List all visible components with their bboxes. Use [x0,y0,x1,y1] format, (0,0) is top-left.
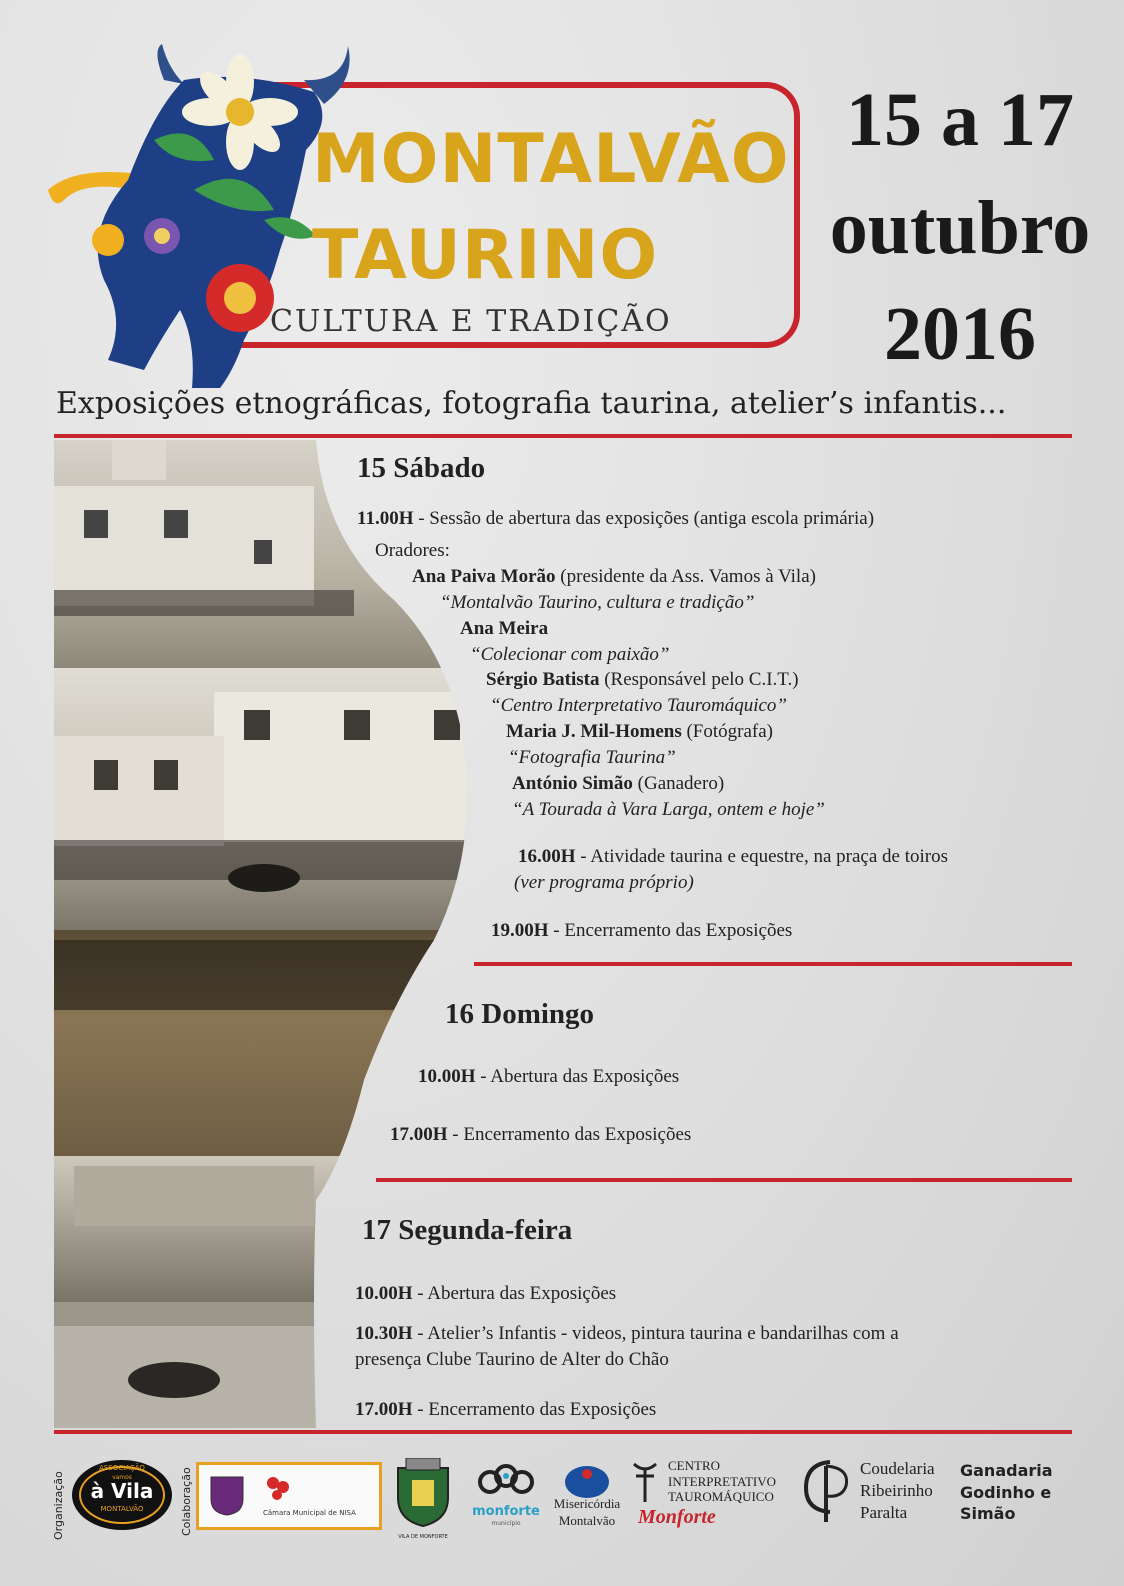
vamos-a-vila-logo [70,1458,174,1532]
organization-label: Organização [52,1471,65,1540]
logo-main-text: à Vila [90,1479,154,1503]
ganadaria-line2: Godinho e [960,1482,1052,1502]
day2-event1 [418,1066,679,1088]
speaker-role: (Responsável pelo C.I.T.) [599,669,799,690]
event-text: - Abertura das Exposições [412,1283,617,1304]
collaboration-label: Colaboração [180,1467,193,1536]
event-time: 16.00H [518,846,576,867]
day3-event1 [355,1283,616,1305]
ganadaria-line3: Simão [960,1504,1016,1524]
cit-line2: INTERPRETATIVO [668,1473,777,1489]
nisa-logo-box [196,1462,382,1530]
day1-event2 [518,846,948,868]
ganadaria-line1: Ganadaria [960,1461,1053,1480]
event-text: - Encerramento das Exposições [548,920,793,941]
misericordia-text [542,1496,632,1530]
coudelaria-line3: Paralta [860,1503,908,1523]
misericordia-line2: Montalvão [558,1512,616,1528]
event-time: 10.30H [355,1323,413,1344]
cit-script: Monforte [638,1506,716,1528]
day2-title: 16 Domingo [445,998,595,1030]
divider [376,1178,1072,1182]
coudelaria-logo-icon [800,1458,852,1524]
cit-line1: CENTRO [668,1458,720,1473]
event-text: - Encerramento das Exposições [412,1399,657,1420]
ganadaria-text [960,1460,1053,1525]
event-text: - Atividade taurina e equestre, na praça de toiros [575,846,948,867]
misericordia-line1: Misericórdia [553,1496,621,1511]
logo-bottom-text: MONTALVÃO [100,1505,144,1513]
day3-title: 17 Segunda-feira [362,1214,573,1246]
speaker3 [486,669,799,691]
event-title-line2: TAURINO [312,216,659,295]
speaker-role: (Fotógrafa) [681,721,773,742]
event-time: 17.00H [390,1124,448,1145]
speaker4 [506,721,773,743]
logo-vamos-text: vamos [112,1474,132,1481]
date-year: 2016 [884,292,1036,376]
speaker1-talk: “Montalvão Taurino, cultura e tradição” [440,592,755,613]
event-text: - Abertura das Exposições [475,1066,680,1087]
photo-collage [54,440,474,1428]
speaker-name: Sérgio Batista [486,669,600,690]
divider [54,1430,1072,1434]
coudelaria-text [860,1458,935,1524]
monforte-municipio-icon [476,1462,536,1502]
misericordia-crest-icon [562,1462,612,1500]
cit-icon [630,1460,660,1506]
event-text: - Sessão de abertura das exposições (antiga escola primária) [413,508,875,529]
day1-event3 [491,920,792,942]
speaker-name: Maria J. Mil-Homens [506,721,682,742]
day3-event2-cont: presença Clube Taurino de Alter do Chão [355,1349,669,1370]
cit-line3: TAUROMÁQUICO [668,1489,774,1505]
date-range: 15 a 17 [846,78,1074,162]
speaker5-talk: “A Tourada à Vara Larga, ontem e hoje” [512,799,825,820]
day1-event2-note: (ver programa próprio) [514,872,694,893]
speaker3-talk: “Centro Interpretativo Tauromáquico” [490,695,787,716]
logo-top-text: ASSOCIAÇÃO [99,1464,145,1472]
event-text: - Atelier’s Infantis - videos, pintura taurina e bandarilhas com a [412,1323,899,1344]
coudelaria-line1: Coudelaria [860,1459,935,1478]
date-month: outubro [829,186,1091,270]
tagline: Exposições etnográficas, fotografia taurina, atelier’s infantis... [56,386,1007,421]
divider [54,434,1072,438]
monforte-crest-text: VILA DE MONFORTE [398,1534,448,1540]
speaker2-name: Ana Meira [460,618,549,639]
monforte-sub: município [491,1520,521,1527]
speaker-name: Ana Paiva Morão [412,566,556,587]
event-time: 11.00H [357,508,414,529]
speaker1 [412,566,816,588]
divider [474,962,1072,966]
event-text: - Encerramento das Exposições [447,1124,692,1145]
event-time: 17.00H [355,1399,413,1420]
speaker-role: (presidente da Ass. Vamos à Vila) [555,566,816,587]
archive-photos [54,440,474,1428]
speaker5 [512,773,724,795]
event-title-line1: MONTALVÃO [312,120,790,199]
speaker-name: António Simão [512,773,633,794]
day3-event3 [355,1399,656,1421]
day1-title: 15 Sábado [357,452,486,484]
nisa-text: Câmara Municipal de NISA [263,1509,356,1517]
day3-event2 [355,1323,899,1345]
event-time: 10.00H [355,1283,413,1304]
speaker-role: (Ganadero) [632,773,725,794]
speakers-label: Oradores: [375,540,450,561]
event-time: 19.00H [491,920,549,941]
monforte-crest-icon [392,1458,454,1530]
monforte-text: monforte [472,1504,540,1519]
cit-text [668,1458,776,1505]
nisa-crest-icon [207,1473,247,1517]
speaker2-talk: “Colecionar com paixão” [470,644,670,665]
day2-event2 [390,1124,691,1146]
coudelaria-line2: Ribeirinho [860,1481,933,1501]
nisa-flower-icon [263,1473,293,1503]
speaker4-talk: “Fotografia Taurina” [508,747,676,768]
event-subtitle: CULTURA E TRADIÇÃO [270,304,672,339]
day1-event1 [357,508,874,530]
event-time: 10.00H [418,1066,476,1087]
